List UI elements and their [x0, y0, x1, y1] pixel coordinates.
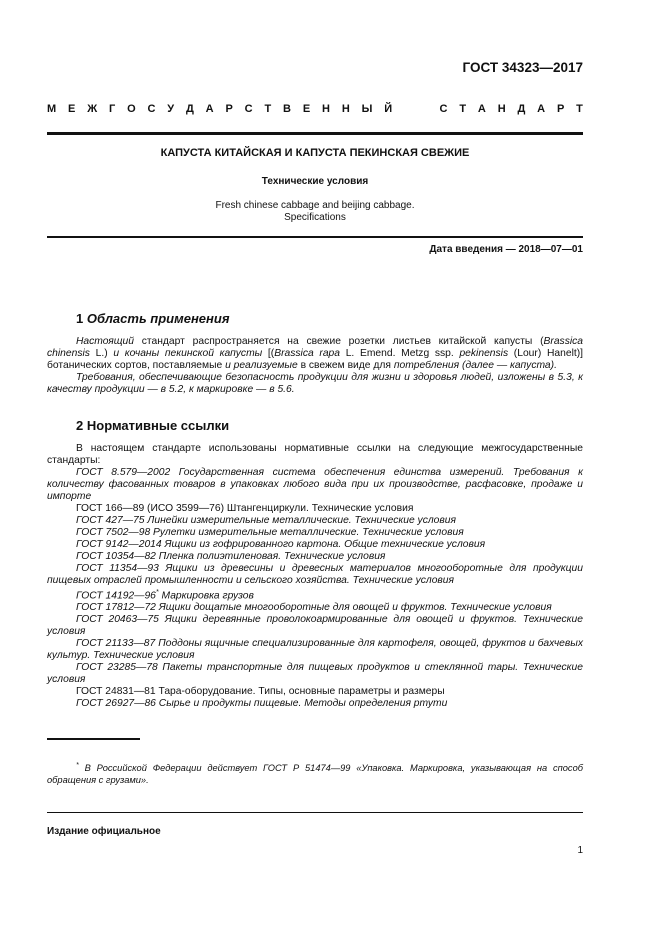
banner-letter: А: [477, 103, 486, 115]
banner-letter: Р: [556, 103, 565, 115]
paragraph: В настоящем стандарте использованы нормативные ссылки на следующие межгосударственные стандарты:: [47, 443, 583, 466]
reference-item: [47, 515, 583, 527]
text-run: Brassica rapa: [274, 348, 341, 359]
section-scope: [47, 313, 583, 396]
document-title: КАПУСТА КИТАЙСКАЯ И КАПУСТА ПЕКИНСКАЯ СВЕЖИЕ: [160, 147, 470, 159]
reference-text: ГОСТ 7502—98 Рулетки измерительные металлические. Технические условия: [76, 527, 464, 538]
banner-letter: Е: [302, 103, 311, 115]
text-run: Brassica chinensis: [47, 336, 583, 359]
reference-item: [47, 503, 583, 515]
text-run: pekinensis: [459, 348, 509, 359]
page-number: 1: [577, 845, 583, 856]
banner-letter: С: [439, 103, 448, 115]
footnote-divider: [47, 738, 140, 740]
banner-letter: М: [47, 103, 57, 115]
reference-text: ГОСТ 24831—81 Тара-оборудование. Типы, основные параметры и размеры: [76, 686, 445, 698]
introduction-date: Дата введения — 2018—07—01: [429, 244, 583, 255]
text-run: L.): [89, 348, 114, 359]
section-number: 1: [76, 311, 84, 326]
text-run: (Lour) Hanelt)] ботанических сортов, поставляемые: [47, 348, 584, 371]
banner-letter: Ы: [361, 103, 373, 115]
reference-text: ГОСТ 9142—2014 Ящики из гофрированного картона. Общие технические условия: [76, 539, 486, 550]
reference-item: [47, 662, 583, 686]
reference-list: [47, 467, 583, 710]
banner-letter: Т: [264, 103, 272, 115]
reference-text: ГОСТ 427—75 Линейки измерительные металлические. Технические условия: [76, 515, 456, 526]
official-edition-label: Издание официальное: [47, 826, 161, 837]
standard-banner: [47, 103, 583, 115]
reference-item: [47, 602, 583, 614]
english-title-line: Specifications: [284, 212, 346, 223]
reference-item: [47, 467, 583, 503]
section-heading: [47, 313, 583, 325]
banner-letter: О: [127, 103, 136, 115]
text-run: стандарт распространяется на свежие розетки листьев китайской капусты (: [134, 336, 544, 347]
divider: [47, 812, 583, 813]
section-heading: [47, 420, 583, 432]
reference-text: ГОСТ 11354—93 Ящики из древесины и древесных материалов многооборотные для продукции пищевых отраслей промышленности и сельского хозяйства. Технические условия: [47, 563, 583, 586]
divider: [47, 236, 583, 238]
text-run: в свежем виде для: [297, 360, 394, 371]
text-run: L. Emend. Metzg ssp.: [340, 348, 460, 359]
banner-letter: Й: [384, 103, 393, 115]
reference-text: ГОСТ 10354—82 Пленка полиэтиленовая. Технические условия: [76, 551, 386, 562]
banner-letter: С: [244, 103, 253, 115]
section-number: 2: [76, 418, 84, 433]
banner-letter: У: [167, 103, 175, 115]
text-run: потребления (далее — капуста).: [393, 360, 557, 371]
section-title: Нормативные ссылки: [86, 418, 230, 433]
reference-item: [47, 539, 583, 551]
text-run: Настоящий: [76, 336, 134, 347]
text-run: и кочаны пекинской капусты: [113, 348, 263, 359]
footnote-mark[interactable]: *: [155, 589, 159, 596]
banner-letter: Ж: [87, 103, 98, 115]
reference-item: [47, 563, 583, 587]
reference-text: Маркировка грузов: [158, 590, 254, 602]
reference-item: [47, 614, 583, 638]
reference-text: ГОСТ 26927—86 Сырье и продукты пищевые. Методы определения ртути: [76, 698, 448, 710]
document-code: ГОСТ 34323—2017: [462, 60, 583, 75]
banner-letter: С: [147, 103, 156, 115]
paragraph: Требования, обеспечивающие безопасность продукции для жизни и здоровья людей, изложены в 5.3, к качеству продукции — в 5.2, к маркировке — в 5.6.: [47, 372, 583, 395]
text-run: [(: [262, 348, 275, 359]
reference-item: [47, 527, 583, 539]
reference-item: [47, 551, 583, 563]
reference-text: ГОСТ 8.579—2002 Государственная система обеспечения единства измерений. Требования к количеству фасованных товаров в упаковках любого вида при их производстве, расфасовке, продаже и импорте: [47, 467, 583, 502]
reference-text: ГОСТ 23285—78 Пакеты транспортные для пищевых продуктов и стеклянной тары. Технические условия: [47, 662, 583, 686]
reference-text: ГОСТ 166—89 (ИСО 3599—76) Штангенциркули. Технические условия: [76, 503, 414, 514]
reference-item: [47, 587, 583, 602]
footnote-mark: *: [76, 762, 79, 769]
reference-item: [47, 686, 583, 698]
reference-item: [47, 638, 583, 662]
reference-text: ГОСТ 14192—96: [76, 590, 156, 602]
footnote: [47, 760, 583, 786]
footnote-text: В Российской Федерации действует ГОСТ Р 51474—99 «Упаковка. Маркировка, указывающая на способ обращения с грузами».: [47, 763, 583, 786]
banner-letter: Р: [225, 103, 233, 115]
banner-letter: Т: [576, 103, 583, 115]
banner-letter: Д: [185, 103, 194, 115]
english-title-line: Fresh chinese cabbage and beijing cabbage.: [215, 200, 415, 211]
banner-letter: В: [283, 103, 291, 115]
english-title: [47, 200, 583, 224]
reference-text: ГОСТ 20463—75 Ящики деревянные проволокоармированные для овощей и фруктов. Технические условия: [47, 614, 583, 638]
banner-letter: Д: [517, 103, 526, 115]
banner-letter: Е: [68, 103, 76, 115]
banner-letter: Н: [322, 103, 330, 115]
reference-text: ГОСТ 21133—87 Поддоны ящичные специализированные для картофеля, овощей, фруктов и бахчевых культур. Технические условия: [47, 638, 583, 662]
banner-letter: Т: [459, 103, 467, 115]
divider: [47, 132, 583, 135]
banner-letter: Н: [341, 103, 350, 115]
banner-letter: Г: [109, 103, 116, 115]
banner-letter: А: [537, 103, 546, 115]
section-references: [47, 420, 583, 710]
reference-item: [47, 698, 583, 710]
banner-letter: А: [205, 103, 214, 115]
text-run: и реализуемые: [225, 360, 298, 371]
banner-letter: Н: [497, 103, 506, 115]
document-subtitle: Технические условия: [261, 176, 369, 187]
section-title: Область применения: [86, 311, 230, 326]
paragraph: [47, 336, 583, 372]
reference-text: ГОСТ 17812—72 Ящики дощатые многооборотные для овощей и фруктов. Технические условия: [76, 602, 552, 614]
